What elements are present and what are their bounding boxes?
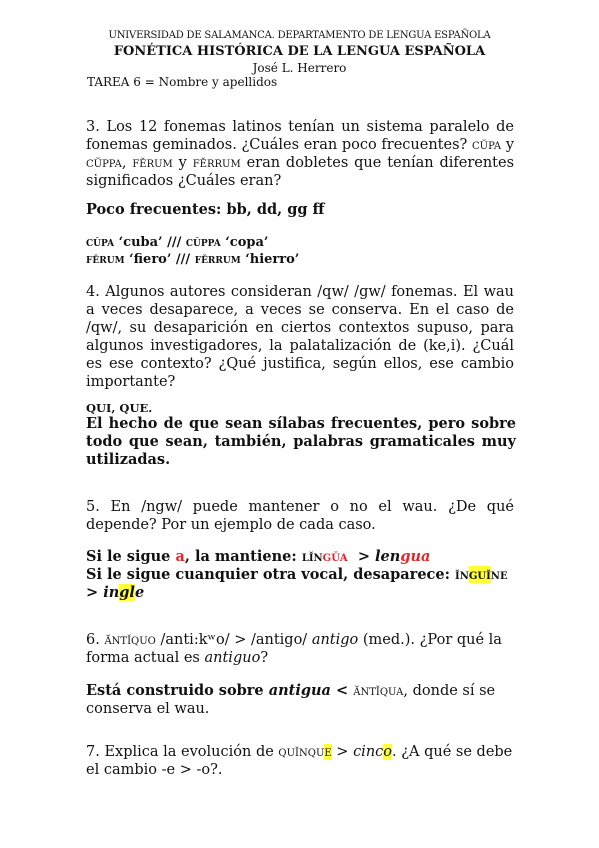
word-cupa: cŭpa (86, 235, 115, 250)
word-antiguo: antiguo (204, 650, 261, 666)
arrow: > (357, 548, 370, 565)
conj: y (505, 137, 515, 153)
question-mark: ? (260, 650, 269, 666)
word-part-highlighted: guĭ (468, 566, 491, 583)
word-part: ĭn (455, 566, 469, 583)
course-title: FONÉTICA HISTÓRICA DE LA LENGUA ESPAÑOLA (113, 44, 486, 59)
question-4: 4. Algunos autores consideran /qw/ /gw/ fonemas. El wau a veces desaparece, a veces se conserva. En el caso de /qw/, su desaparición en ciertos contextos supuso, para algunos investigadores, la palatalización de (ke,i). ¿Cuál es ese contexto? ¿Qué justifica, según ellos, ese cambio importante? (86, 284, 514, 390)
arrow: > (336, 744, 349, 760)
word-antiquo: ăntĭquo (104, 632, 156, 648)
text: , la mantiene: (184, 548, 297, 565)
text: 7. Explica la evolución de (86, 744, 274, 760)
word-lingua (302, 548, 348, 565)
word-part-red: gua (400, 548, 431, 565)
conj: y (178, 155, 187, 171)
phonetic: /anti:kʷo/ > /antigo/ (160, 632, 308, 648)
word-part: ne (490, 566, 508, 583)
question-6 (86, 631, 516, 667)
question-7 (86, 743, 516, 779)
institution-header: UNIVERSIDAD DE SALAMANCA. DEPARTAMENTO DE LENGUA ESPAÑOLA (108, 30, 491, 41)
word-part-highlighted: e (324, 744, 332, 760)
word-part: cinc (353, 744, 384, 760)
question-number: 6. (86, 632, 100, 648)
word-ingle (103, 584, 144, 601)
task-label: TAREA 6 = Nombre y apellidos (87, 75, 278, 89)
word-antiqua: ăntĭqua (353, 683, 404, 699)
word-ferum: fĕrum (132, 155, 173, 171)
question-5: 5. En /ngw/ puede mantener o no el wau. ¿De qué depende? Por un ejemplo de cada caso. (86, 499, 514, 533)
word-part-highlighted: o (383, 744, 393, 760)
word-cinco (353, 744, 392, 760)
word-cuppa: cŭppa (185, 235, 221, 250)
less-than: < (336, 682, 349, 699)
word-quinque (278, 744, 331, 760)
word-ferum: fĕrum (86, 252, 125, 267)
q3-tail: eran dobletes que tenían diferentes significados ¿Cuáles eran? (86, 155, 515, 189)
word-part: in (103, 584, 120, 601)
q5-answer-2-result (86, 584, 516, 602)
q6-answer (86, 682, 516, 718)
word-lengua (375, 548, 430, 565)
gloss: ‘hierro’ (245, 252, 300, 267)
word-cupa: cŭpa (472, 137, 502, 153)
text: Está construido sobre (86, 682, 264, 699)
gloss: ‘cuba’ /// (118, 235, 182, 250)
q5-answer-2 (86, 566, 516, 584)
word-part: lĭn (301, 548, 323, 565)
author-name: José L. Herrero (252, 61, 347, 75)
text: (med.). ¿Por qué la forma actual es (86, 632, 502, 666)
gloss: ‘fiero’ /// (129, 252, 191, 267)
word-part: e (134, 584, 145, 601)
q3-pair-1 (86, 234, 516, 251)
highlight-letter: a (175, 548, 185, 565)
text: . ¿A qué se debe el cambio -e > -o?. (86, 744, 513, 778)
word-part-red: gŭa (322, 548, 348, 565)
q3-pair-2 (86, 251, 516, 268)
text: Si le sigue cuanquier otra vocal, desaparece: (86, 566, 450, 583)
text: Si le sigue (86, 548, 171, 565)
word-ferrum: fĕrrum (192, 155, 241, 171)
q3-intro: 3. Los 12 fonemas latinos tenían un sistema paralelo de fonemas geminados. ¿Cuáles eran poco frecuentes? (86, 119, 514, 153)
word-antigua: antigua (268, 682, 331, 699)
gloss: ‘copa’ (225, 235, 269, 250)
q4-answer: El hecho de que sean sílabas frecuentes, pero sobre todo que sean, también, palabras gramaticales muy utilizadas. (86, 415, 516, 468)
word-ferrum: fĕrrum (194, 252, 241, 267)
word-cuppa: cŭppa (86, 155, 122, 171)
word-part-highlighted: gl (119, 584, 135, 601)
q3-answer: Poco frecuentes: bb, dd, gg ff (86, 201, 325, 218)
text: , donde sí se conserva el wau. (86, 683, 496, 717)
word-part: quĭnqu (278, 744, 325, 760)
word-antigo: antigo (311, 632, 359, 648)
comma: , (121, 155, 127, 171)
word-inguine (455, 566, 508, 583)
q4-answer-small: QUI, QUE. (86, 401, 153, 415)
q5-answer-1 (86, 548, 516, 566)
word-part: len (375, 548, 401, 565)
arrow: > (86, 584, 99, 601)
question-3 (86, 118, 514, 190)
